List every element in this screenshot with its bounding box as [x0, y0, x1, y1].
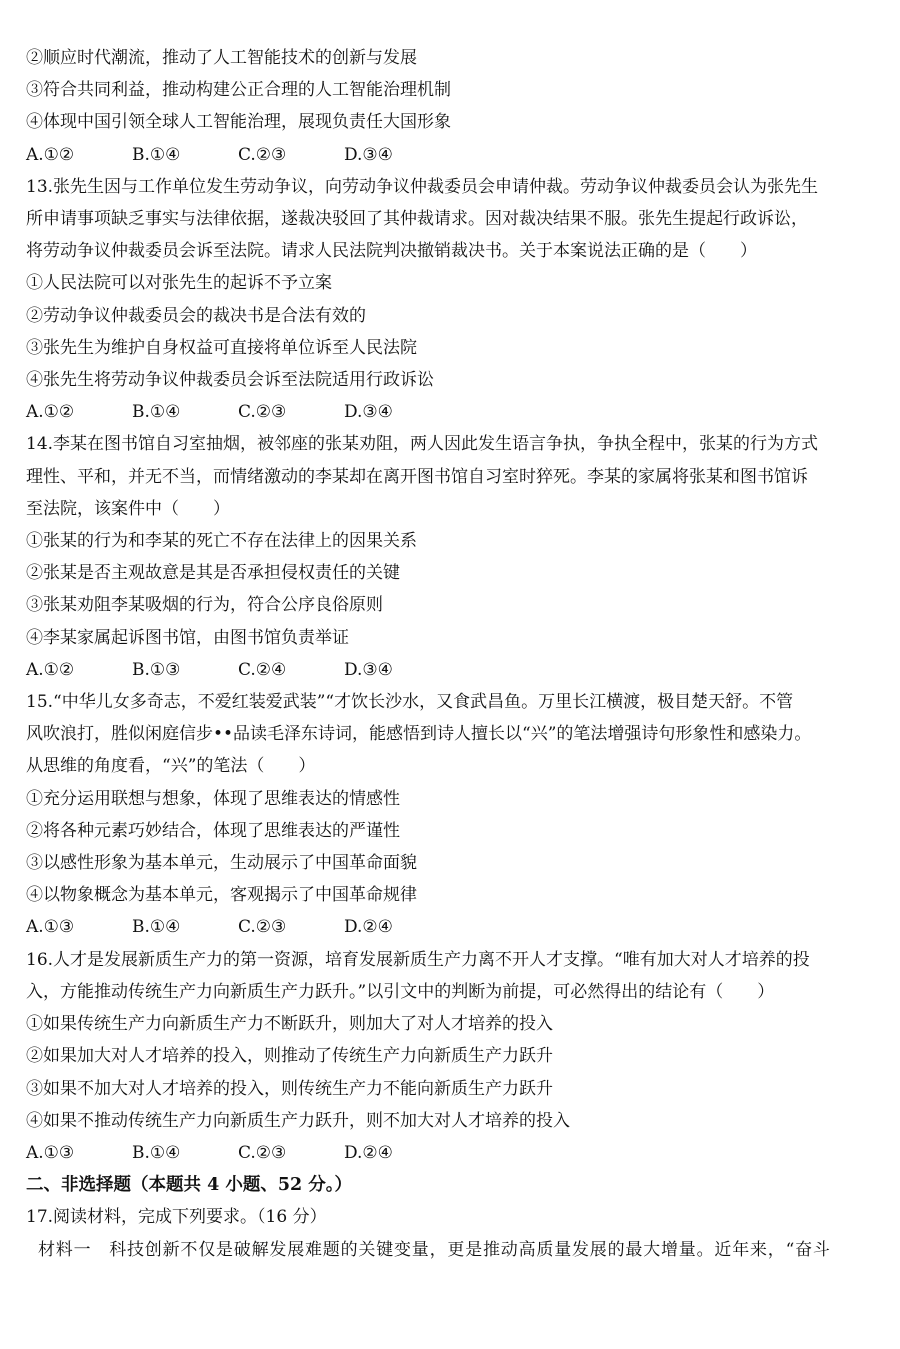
question-stem: 从思维的角度看，“兴”的笔法（ ） — [26, 756, 316, 777]
statement: ④如果不推动传统生产力向新质生产力跃升，则不加大对人才培养的投入 — [26, 1110, 570, 1131]
option-a: A.①② — [26, 402, 75, 423]
option-c: C.②③ — [238, 1142, 287, 1163]
statement: ④体现中国引领全球人工智能治理，展现负责任大国形象 — [26, 112, 451, 133]
statement: ③张先生为维护自身权益可直接将单位诉至人民法院 — [26, 337, 417, 358]
option-d: D.③④ — [344, 144, 393, 165]
option-b: B.①④ — [132, 1142, 181, 1163]
option-b: B.①③ — [132, 659, 181, 680]
question-stem: 入，方能推动传统生产力向新质生产力跃升。”以引文中的判断为前提，可必然得出的结论有（ ） — [26, 981, 775, 1002]
question-stem: 13.张先生因与工作单位发生劳动争议，向劳动争议仲裁委员会申请仲裁。劳动争议仲裁委员会认为张先生 — [26, 176, 819, 197]
option-c: C.②④ — [238, 659, 287, 680]
question-12 — [26, 42, 874, 171]
question-stem: 15.“中华儿女多奇志，不爱红装爱武装”“才饮长沙水，又食武昌鱼。万里长江横渡，极目楚天舒。不管 — [26, 692, 794, 713]
question-stem: 将劳动争议仲裁委员会诉至法院。请求人民法院判决撤销裁决书。关于本案说法正确的是（ ） — [26, 241, 757, 262]
question-stem: 14.李某在图书馆自习室抽烟，被邻座的张某劝阻，两人因此发生语言争执，争执全程中，张某的行为方式 — [26, 434, 819, 455]
material-text: 材料一 科技创新不仅是破解发展难题的关键变量，更是推动高质量发展的最大增量。近年来，“奋斗 — [38, 1239, 831, 1260]
answer-options — [26, 654, 874, 686]
question-stem: 所申请事项缺乏事实与法律依据，遂裁决驳回了其仲裁请求。因对裁决结果不服。张先生提起行政诉讼， — [26, 209, 808, 230]
question-stem: 至法院，该案件中（ ） — [26, 498, 230, 519]
statement: ②张某是否主观故意是其是否承担侵权责任的关键 — [26, 563, 400, 584]
option-a: A.①② — [26, 659, 75, 680]
statement: ③张某劝阻李某吸烟的行为，符合公序良俗原则 — [26, 595, 383, 616]
statement: ①张某的行为和李某的死亡不存在法律上的因果关系 — [26, 531, 417, 552]
option-d: D.②④ — [344, 1142, 393, 1163]
question-17 — [26, 1201, 874, 1265]
statement: ②顺应时代潮流，推动了人工智能技术的创新与发展 — [26, 48, 417, 68]
option-d: D.③④ — [344, 402, 393, 423]
statement: ①如果传统生产力向新质生产力不断跃升，则加大了对人才培养的投入 — [26, 1014, 553, 1035]
statement: ④张先生将劳动争议仲裁委员会诉至法院适用行政诉讼 — [26, 370, 434, 391]
question-stem: 风吹浪打，胜似闲庭信步••品读毛泽东诗词，能感悟到诗人擅长以“兴”的笔法增强诗句形象性和感染力。 — [26, 724, 812, 745]
statement: ①人民法院可以对张先生的起诉不予立案 — [26, 273, 332, 294]
option-a: A.①③ — [26, 1142, 75, 1163]
option-b: B.①④ — [132, 917, 181, 938]
option-b: B.①④ — [132, 402, 181, 423]
option-b: B.①④ — [132, 144, 181, 165]
statement: ②劳动争议仲裁委员会的裁决书是合法有效的 — [26, 305, 366, 326]
statement: ②将各种元素巧妙结合，体现了思维表达的严谨性 — [26, 820, 400, 841]
option-c: C.②③ — [238, 402, 287, 423]
statement: ③符合共同利益，推动构建公正合理的人工智能治理机制 — [26, 80, 451, 101]
answer-options — [26, 139, 874, 171]
option-a: A.①③ — [26, 917, 75, 938]
statement: ④以物象概念为基本单元，客观揭示了中国革命规律 — [26, 885, 417, 906]
statement: ④李某家属起诉图书馆，由图书馆负责举证 — [26, 627, 349, 648]
option-c: C.②③ — [238, 144, 287, 165]
question-13 — [26, 171, 874, 429]
statement: ②如果加大对人才培养的投入，则推动了传统生产力向新质生产力跃升 — [26, 1046, 553, 1067]
question-16 — [26, 944, 874, 1169]
answer-options — [26, 396, 874, 428]
option-d: D.③④ — [344, 659, 393, 680]
option-c: C.②③ — [238, 917, 287, 938]
question-stem: 理性、平和，并无不当，而情绪激动的李某却在离开图书馆自习室时猝死。李某的家属将张某和图书馆诉 — [26, 466, 808, 487]
statement: ①充分运用联想与想象，体现了思维表达的情感性 — [26, 788, 400, 809]
option-d: D.②④ — [344, 917, 393, 938]
option-a: A.①② — [26, 144, 75, 165]
section-heading: 二、非选择题（本题共 4 小题、52 分。） — [26, 1175, 353, 1196]
question-stem: 16.人才是发展新质生产力的第一资源，培育发展新质生产力离不开人才支撑。“唯有加大对人才培养的投 — [26, 949, 810, 970]
answer-options — [26, 911, 874, 943]
question-stem: 17.阅读材料，完成下列要求。（16 分） — [26, 1207, 327, 1228]
statement: ③如果不加大对人才培养的投入，则传统生产力不能向新质生产力跃升 — [26, 1078, 553, 1099]
question-14 — [26, 428, 874, 686]
answer-options — [26, 1137, 874, 1169]
question-15 — [26, 686, 874, 944]
statement: ③以感性形象为基本单元，生动展示了中国革命面貌 — [26, 853, 417, 874]
